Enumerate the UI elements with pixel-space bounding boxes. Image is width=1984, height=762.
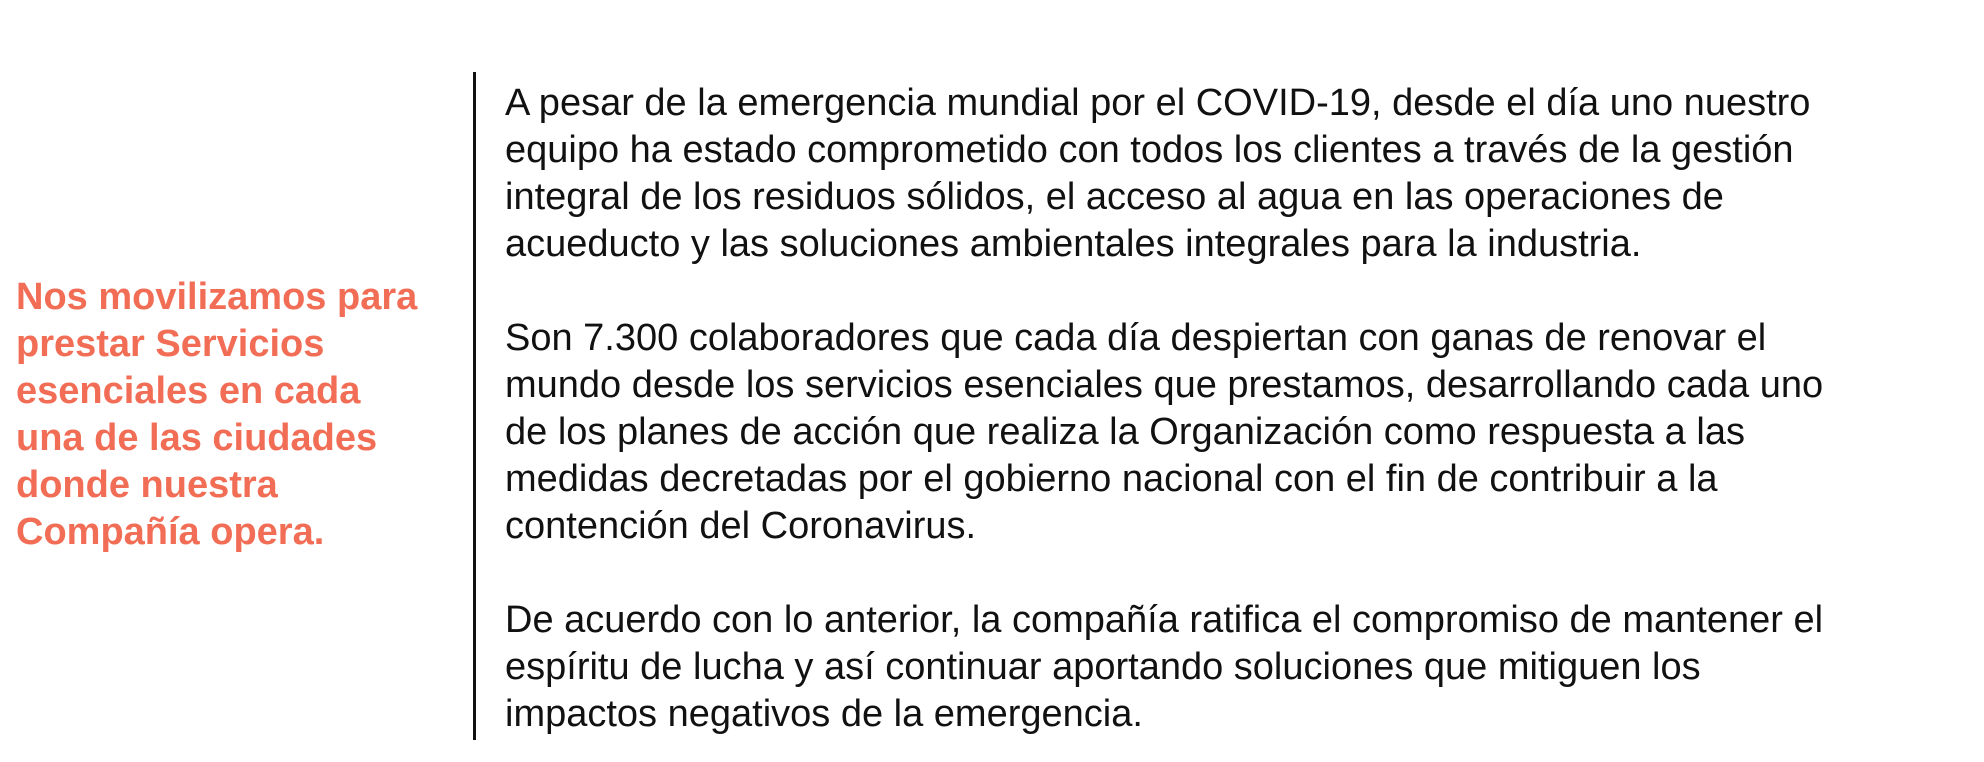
paragraph-collaborators: Son 7.300 colaboradores que cada día despiertan con ganas de renovar el mundo desde los servicios esenciales que prestamos, desarrollando cada uno de los planes de acción que realiza la Organización como respuesta a las medidas decretadas por el gobierno nacional con el fin de contribuir a la contención del Coronavirus.	[505, 317, 1824, 547]
body-text	[505, 80, 1980, 738]
highlight-quote: Nos movilizamos para prestar Servicios esenciales en cada una de las ciudades donde nuestra Compañía opera.	[16, 276, 418, 553]
paragraph-ratification: De acuerdo con lo anterior, la compañía ratifica el compromiso de mantener el espíritu de lucha y así continuar aportando soluciones que mitiguen los impactos negativos de la emergencia.	[505, 599, 1824, 735]
paragraph-covid-commitment: A pesar de la emergencia mundial por el COVID-19, desde el día uno nuestro equipo ha estado comprometido con todos los clientes a través de la gestión integral de los residuos sólidos, el acceso al agua en las operaciones de acueducto y las soluciones ambientales integrales para la industria.	[505, 82, 1811, 265]
vertical-divider	[473, 72, 476, 740]
